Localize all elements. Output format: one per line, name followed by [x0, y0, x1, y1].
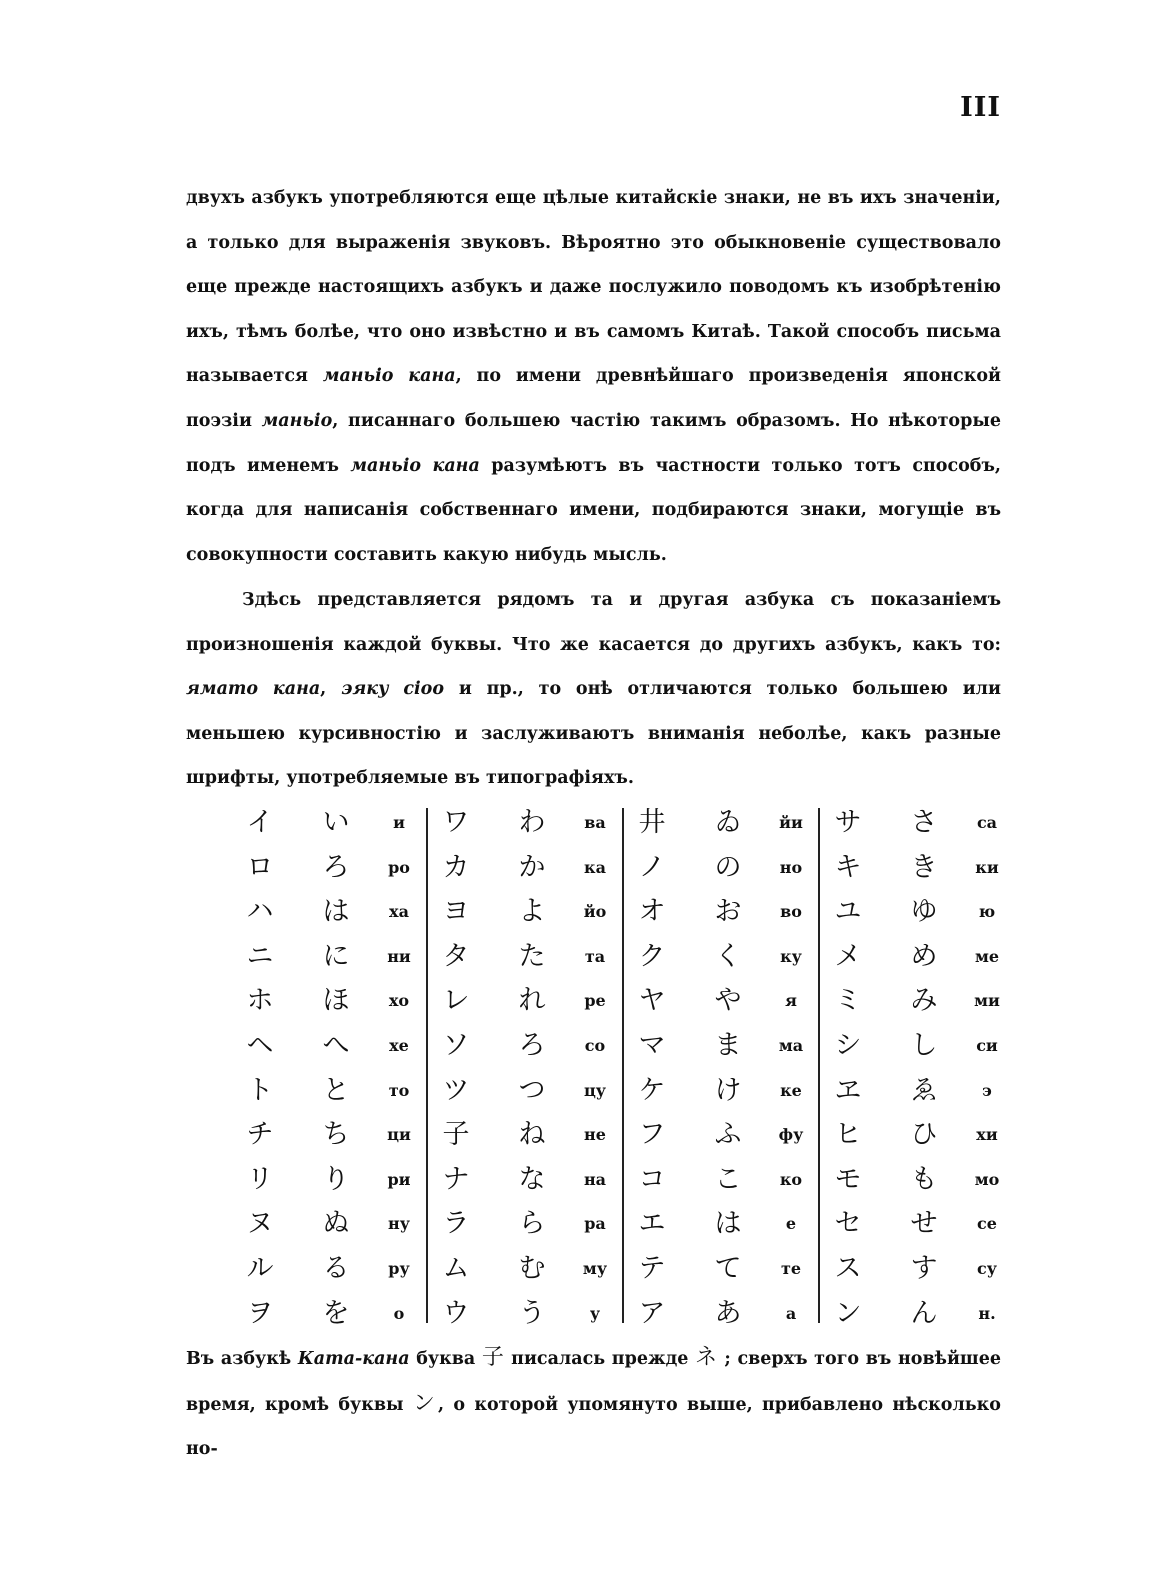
- hiragana-glyph: し: [910, 1030, 938, 1061]
- inline-kana: ン: [412, 1390, 439, 1416]
- column-divider: [622, 808, 624, 1323]
- katakana-glyph: ヲ: [246, 1297, 274, 1329]
- hiragana-glyph: さ: [910, 807, 938, 838]
- kana-column-group: [632, 800, 822, 1333]
- kana-row: [632, 1291, 822, 1336]
- katakana-glyph: ノ: [638, 851, 666, 883]
- katakana-glyph: ヨ: [442, 896, 470, 928]
- kana-row: [436, 934, 626, 979]
- kana-row: [240, 1023, 430, 1068]
- reading-label: ма: [778, 1036, 804, 1055]
- text-run: ,: [320, 679, 342, 700]
- reading-label: ми: [974, 991, 1000, 1011]
- hiragana-glyph: は: [714, 1208, 742, 1240]
- kana-row: [240, 1112, 430, 1157]
- kana-row: [436, 800, 626, 845]
- reading-label: е: [785, 1214, 797, 1234]
- kana-row: [436, 978, 626, 1023]
- kana-row: [828, 1201, 1018, 1246]
- paragraph-alphabets: [186, 176, 1001, 577]
- text-run: и пр., то онѣ отличаются только большею или меньшею курсивностію и заслуживаютъ вниманія неболѣе, какъ разные шрифты, употребляемые въ типографіяхъ.: [186, 679, 1001, 789]
- hiragana-glyph: ち: [322, 1119, 350, 1151]
- hiragana-glyph: を: [322, 1297, 350, 1329]
- kana-row: [436, 1291, 626, 1336]
- kana-row: [632, 1246, 822, 1291]
- kana-row: [632, 800, 822, 845]
- text-run: Въ азбукѣ: [186, 1349, 298, 1369]
- text-run: двухъ азбукъ употребляются еще цѣлые китайскіе знаки, не въ ихъ значеніи, а только для выраженія звуковъ. Вѣроятно это обыкновеніе существовало еще прежде настоящихъ азбукъ и даже послужило поводомъ къ изобрѣтенію ихъ, тѣмъ болѣе, что оно извѣстно и въ самомъ Китаѣ. Такой способъ письма называется: [186, 188, 1001, 387]
- reading-label: то: [388, 1080, 410, 1100]
- reading-label: ки: [975, 857, 999, 877]
- katakana-glyph: ン: [834, 1297, 862, 1329]
- katakana-glyph: ム: [442, 1253, 470, 1284]
- hiragana-glyph: ひ: [910, 1119, 938, 1151]
- reading-label: ра: [584, 1214, 606, 1234]
- kana-column-group: [240, 800, 430, 1333]
- hiragana-glyph: ふ: [714, 1119, 742, 1151]
- katakana-glyph: イ: [246, 807, 274, 838]
- kana-row: [240, 1291, 430, 1336]
- hiragana-glyph: こ: [714, 1163, 742, 1195]
- hiragana-glyph: り: [322, 1163, 350, 1195]
- hiragana-glyph: ぬ: [322, 1208, 350, 1240]
- kana-row: [632, 1023, 822, 1068]
- reading-label: ри: [387, 1169, 411, 1189]
- kana-row: [632, 1201, 822, 1246]
- katakana-glyph: 子: [442, 1119, 470, 1151]
- katakana-glyph: ワ: [442, 807, 470, 838]
- hiragana-glyph: ほ: [322, 985, 350, 1017]
- reading-label: хо: [388, 991, 410, 1011]
- reading-label: хе: [389, 1036, 409, 1055]
- katakana-glyph: ホ: [246, 985, 274, 1017]
- kana-row: [240, 800, 430, 845]
- hiragana-glyph: め: [910, 940, 938, 972]
- paragraph-katakana-note: [186, 1336, 1001, 1472]
- katakana-glyph: サ: [834, 807, 862, 838]
- kana-column-group: [436, 800, 626, 1333]
- reading-label: хи: [976, 1125, 998, 1145]
- kana-row: [436, 1157, 626, 1202]
- katakana-glyph: ユ: [834, 896, 862, 928]
- hiragana-glyph: か: [518, 851, 546, 883]
- hiragana-glyph: れ: [518, 985, 546, 1017]
- kana-row: [240, 1157, 430, 1202]
- reading-label: йи: [779, 813, 803, 832]
- reading-label: н.: [978, 1303, 996, 1323]
- hiragana-glyph: す: [910, 1253, 938, 1284]
- katakana-glyph: フ: [638, 1119, 666, 1151]
- hiragana-glyph: ん: [910, 1297, 938, 1329]
- text-run: , по имени древнѣйшаго произведенія японской поэзіи: [186, 366, 1001, 431]
- kana-row: [828, 934, 1018, 979]
- kana-row: [240, 1068, 430, 1113]
- kana-column-group: [828, 800, 1018, 1333]
- reading-label: су: [977, 1259, 997, 1278]
- katakana-glyph: ロ: [246, 851, 274, 883]
- hiragana-glyph: る: [322, 1253, 350, 1284]
- kana-row: [632, 1068, 822, 1113]
- reading-label: та: [584, 946, 606, 966]
- hiragana-glyph: ろ: [518, 1030, 546, 1061]
- reading-label: те: [780, 1259, 802, 1278]
- katakana-glyph: メ: [834, 940, 862, 972]
- reading-label: ни: [387, 946, 411, 966]
- kana-row: [436, 1112, 626, 1157]
- reading-label: фу: [778, 1125, 804, 1145]
- katakana-glyph: ナ: [442, 1163, 470, 1195]
- katakana-glyph: マ: [638, 1030, 666, 1061]
- reading-label: со: [584, 1036, 606, 1055]
- reading-label: ке: [780, 1080, 802, 1100]
- hiragana-glyph: や: [714, 985, 742, 1017]
- italic-term: эяку сіоо: [341, 679, 445, 700]
- hiragana-glyph: に: [322, 940, 350, 972]
- kana-row: [436, 1023, 626, 1068]
- kana-row: [828, 1023, 1018, 1068]
- hiragana-glyph: ゆ: [910, 896, 938, 928]
- reading-label: о: [393, 1303, 405, 1323]
- reading-label: ю: [978, 902, 996, 922]
- kana-row: [632, 1157, 822, 1202]
- kana-row: [828, 800, 1018, 845]
- kana-row: [828, 889, 1018, 934]
- text-run: Здѣсь представляется рядомъ та и другая азбука съ показаніемъ произношенія каждой буквы. Что же касается до другихъ азбукъ, какъ то:: [186, 590, 1001, 655]
- hiragana-glyph: ま: [714, 1030, 742, 1061]
- katakana-glyph: ラ: [442, 1208, 470, 1240]
- kana-row: [632, 978, 822, 1023]
- katakana-glyph: キ: [834, 851, 862, 883]
- column-divider: [818, 808, 820, 1323]
- hiragana-glyph: ゐ: [714, 807, 742, 838]
- kana-row: [240, 1246, 430, 1291]
- hiragana-glyph: わ: [518, 807, 546, 838]
- hiragana-glyph: へ: [322, 1030, 350, 1061]
- katakana-glyph: 井: [638, 807, 666, 838]
- hiragana-glyph: あ: [714, 1297, 742, 1329]
- italic-term: маньіо кана: [350, 455, 480, 476]
- reading-label: йо: [583, 902, 607, 922]
- kana-row: [828, 1068, 1018, 1113]
- kana-row: [632, 845, 822, 890]
- kana-row: [828, 1157, 1018, 1202]
- reading-label: ка: [584, 857, 606, 877]
- text-run: , о которой упомянуто выше, прибавлено нѣсколько но-: [186, 1394, 1001, 1460]
- kana-row: [828, 1246, 1018, 1291]
- hiragana-glyph: ら: [518, 1208, 546, 1240]
- kana-row: [436, 845, 626, 890]
- hiragana-glyph: く: [714, 940, 742, 972]
- italic-term: маньіо кана: [322, 366, 456, 387]
- katakana-glyph: ト: [246, 1074, 274, 1106]
- hiragana-glyph: な: [518, 1163, 546, 1195]
- inline-kana: ネ: [695, 1345, 718, 1370]
- katakana-glyph: ヘ: [246, 1030, 274, 1061]
- kana-row: [436, 1201, 626, 1246]
- reading-label: не: [584, 1125, 606, 1145]
- column-divider: [426, 808, 428, 1323]
- hiragana-glyph: よ: [518, 896, 546, 928]
- kana-row: [436, 1246, 626, 1291]
- reading-label: се: [977, 1214, 997, 1234]
- text-run: разумѣютъ въ частности только тотъ способъ, когда для написанія собственнаго имени, подбираются знаки, могущіе въ совокупности составить какую нибудь мысль.: [186, 455, 1001, 565]
- katakana-glyph: ニ: [246, 940, 274, 972]
- katakana-glyph: モ: [834, 1163, 862, 1195]
- katakana-glyph: ス: [834, 1253, 862, 1284]
- katakana-glyph: ヤ: [638, 985, 666, 1017]
- reading-label: ци: [387, 1125, 411, 1145]
- reading-label: ку: [780, 946, 802, 966]
- hiragana-glyph: う: [518, 1297, 546, 1329]
- reading-label: во: [780, 902, 802, 922]
- italic-term: ямато кана: [186, 679, 321, 700]
- katakana-glyph: レ: [442, 985, 470, 1017]
- katakana-glyph: ク: [638, 940, 666, 972]
- kana-row: [632, 1112, 822, 1157]
- kana-table: [240, 800, 1010, 1333]
- hiragana-glyph: つ: [518, 1074, 546, 1106]
- kana-row: [828, 1291, 1018, 1336]
- text-run: писалась прежде: [504, 1349, 696, 1369]
- katakana-glyph: ル: [246, 1253, 274, 1284]
- katakana-glyph: ミ: [834, 985, 862, 1017]
- katakana-glyph: ヌ: [246, 1208, 274, 1240]
- inline-kana: 子: [481, 1345, 505, 1370]
- katakana-glyph: ケ: [638, 1074, 666, 1106]
- kana-row: [828, 1112, 1018, 1157]
- reading-label: я: [785, 991, 797, 1011]
- reading-label: цу: [583, 1080, 607, 1100]
- katakana-glyph: チ: [246, 1119, 274, 1151]
- hiragana-glyph: け: [714, 1074, 742, 1106]
- reading-label: ну: [388, 1214, 410, 1234]
- reading-label: и: [393, 813, 405, 832]
- hiragana-glyph: は: [322, 896, 350, 928]
- reading-label: ро: [388, 857, 410, 877]
- hiragana-glyph: ゑ: [910, 1074, 938, 1106]
- reading-label: си: [976, 1036, 998, 1055]
- katakana-glyph: エ: [638, 1208, 666, 1240]
- kana-row: [240, 845, 430, 890]
- reading-label: са: [976, 813, 998, 832]
- kana-row: [828, 978, 1018, 1023]
- text-run: буква: [409, 1349, 482, 1369]
- kana-row: [828, 845, 1018, 890]
- hiragana-glyph: お: [714, 896, 742, 928]
- kana-row: [240, 889, 430, 934]
- paragraph-table-intro: [186, 578, 1001, 801]
- italic-term: Ката-кана: [297, 1349, 410, 1369]
- hiragana-glyph: ろ: [322, 851, 350, 883]
- hiragana-glyph: い: [322, 807, 350, 838]
- hiragana-glyph: き: [910, 851, 938, 883]
- katakana-glyph: テ: [638, 1253, 666, 1284]
- katakana-glyph: シ: [834, 1030, 862, 1061]
- kana-row: [240, 978, 430, 1023]
- katakana-glyph: ヱ: [834, 1074, 862, 1106]
- kana-row: [240, 934, 430, 979]
- katakana-glyph: ウ: [442, 1297, 470, 1329]
- katakana-glyph: ツ: [442, 1074, 470, 1106]
- hiragana-glyph: む: [518, 1253, 546, 1284]
- katakana-glyph: ア: [638, 1297, 666, 1329]
- hiragana-glyph: と: [322, 1074, 350, 1106]
- katakana-glyph: タ: [442, 940, 470, 972]
- reading-label: у: [589, 1303, 601, 1323]
- hiragana-glyph: み: [910, 985, 938, 1017]
- katakana-glyph: ソ: [442, 1030, 470, 1061]
- katakana-glyph: オ: [638, 896, 666, 928]
- kana-row: [436, 1068, 626, 1113]
- reading-label: э: [982, 1080, 992, 1100]
- reading-label: ха: [389, 902, 409, 922]
- hiragana-glyph: の: [714, 851, 742, 883]
- kana-row: [632, 889, 822, 934]
- reading-label: а: [785, 1303, 797, 1323]
- reading-label: ко: [779, 1169, 803, 1189]
- katakana-glyph: ヒ: [834, 1119, 862, 1151]
- hiragana-glyph: た: [518, 940, 546, 972]
- katakana-glyph: ハ: [246, 896, 274, 928]
- italic-term: маньіо: [261, 410, 333, 431]
- katakana-glyph: コ: [638, 1163, 666, 1195]
- reading-label: мо: [974, 1169, 1000, 1189]
- reading-label: на: [583, 1169, 607, 1189]
- kana-row: [436, 889, 626, 934]
- katakana-glyph: リ: [246, 1163, 274, 1195]
- kana-row: [632, 934, 822, 979]
- reading-label: ре: [584, 991, 606, 1011]
- page-number: III: [960, 92, 1001, 123]
- hiragana-glyph: せ: [910, 1208, 938, 1240]
- katakana-glyph: セ: [834, 1208, 862, 1240]
- katakana-glyph: カ: [442, 851, 470, 883]
- kana-row: [240, 1201, 430, 1246]
- reading-label: но: [779, 857, 803, 877]
- reading-label: му: [582, 1259, 608, 1278]
- hiragana-glyph: て: [714, 1253, 742, 1284]
- hiragana-glyph: ね: [518, 1119, 546, 1151]
- hiragana-glyph: も: [910, 1163, 938, 1195]
- text-run: ; сверхъ того въ новѣйшее время, кромѣ буквы: [186, 1349, 1001, 1415]
- reading-label: ме: [974, 946, 1000, 966]
- text-run: , писаннаго большею частію такимъ образомъ. Но нѣкоторые подъ именемъ: [186, 410, 1002, 476]
- reading-label: ва: [584, 813, 606, 832]
- reading-label: ру: [388, 1259, 410, 1278]
